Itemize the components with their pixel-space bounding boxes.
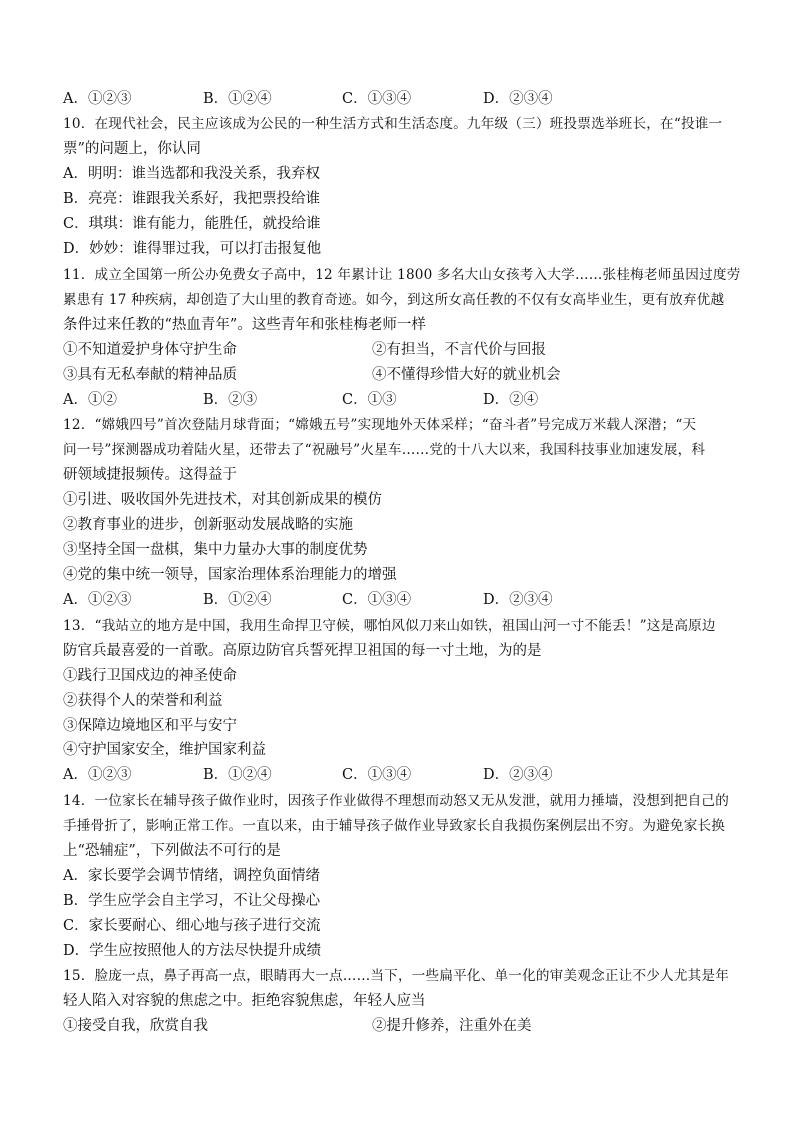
q11-stem-line3: 条件过来任教的“热血青年”。这些青年和张桂梅老师一样 [63,317,426,333]
q9-option-b[interactable]: B．①②④ [203,91,272,107]
q12-option-a[interactable]: A．①②③ [63,592,132,608]
q15-item-2: ②提升修养，注重外在美 [372,1018,532,1034]
q12-item-2: ②教育事业的进步，创新驱动发展战略的实施 [63,517,353,533]
q11-item-1: ①不知道爱护身体守护生命 [63,342,237,358]
q13-stem-line2: 防官兵最喜爱的一首歌。高原边防官兵誓死捍卫祖国的每一寸土地，为的是 [63,643,542,659]
q11-stem-line1: 11．成立全国第一所公办免费女子高中，12 年累计让 1800 多名大山女孩考入大学……张桂梅老师虽因过度劳 [63,267,741,283]
q14-option-a[interactable]: A．家长要学会调节情绪，调控负面情绪 [63,868,320,884]
q9-answer-options [63,89,753,109]
q14-option-c[interactable]: C．家长要耐心、细心地与孩子进行交流 [63,918,321,934]
q11-item-3: ③具有无私奉献的精神品质 [63,367,237,383]
q14-stem-line3: 上“恐辅症”，下列做法不可行的是 [63,843,281,859]
q11-option-c[interactable]: C．①③ [342,392,397,408]
q15-stem-line2: 轻人陷入对容貌的焦虑之中。拒绝容貌焦虑，年轻人应当 [63,993,426,1009]
q12-stem-line2: 问一号”探测器成功着陆火星，还带去了“祝融号”火星车……党的十八大以来，我国科技事业加速发展，科 [63,442,706,458]
q10-option-a[interactable]: A．明明：谁当选都和我没关系，我弃权 [63,166,320,182]
q10-option-d[interactable]: D．妙妙：谁得罪过我，可以打击报复他 [63,241,322,257]
q11-answer-options [63,390,753,410]
q10-option-c[interactable]: C．琪琪：谁有能力，能胜任，就投给谁 [63,216,321,232]
q13-option-d[interactable]: D．②③④ [483,767,553,783]
q13-stem-line1: 13．“我站立的地方是中国，我用生命捍卫守候，哪怕风似刀来山如铁，祖国山河一寸不能丢！”这是高原边 [63,618,716,634]
q11-stem-line2: 累患有 17 种疾病，却创造了大山里的教育奇迹。如今，到这所女高任教的不仅有女高毕业生，更有放弃优越 [63,292,725,308]
q11-item-4: ④不懂得珍惜大好的就业机会 [372,367,561,383]
q12-item-3: ③坚持全国一盘棋，集中力量办大事的制度优势 [63,542,368,558]
q13-item-1: ①践行卫国戍边的神圣使命 [63,668,237,684]
q12-stem-line1: 12．“嫦娥四号”首次登陆月球背面；“嫦娥五号”实现地外天体采样；“奋斗者”号完成万米载人深潜；“天 [63,417,697,433]
q14-option-d[interactable]: D．学生应按照他人的方法尽快提升成绩 [63,943,322,959]
q10-stem-line2: 票”的问题上，你认同 [63,141,201,157]
q9-option-d[interactable]: D．②③④ [483,91,553,107]
q13-item-2: ②获得个人的荣誉和利益 [63,693,223,709]
q13-answer-options [63,765,753,785]
q12-answer-options [63,590,753,610]
q15-stem-line1: 15．脸庞一点，鼻子再高一点，眼睛再大一点……当下，一些扁平化、单一化的审美观念正让不少人尤其是年 [63,968,730,984]
q12-item-1: ①引进、吸收国外先进技术，对其创新成果的模仿 [63,492,382,508]
q9-option-c[interactable]: C．①③④ [342,91,412,107]
q14-stem-line2: 手捶骨折了，影响正常工作。一直以来，由于辅导孩子做作业导致家长自我损伤案例层出不穷。为避免家长换 [63,818,726,834]
q10-stem-line1: 10．在现代社会，民主应该成为公民的一种生活方式和生活态度。九年级（三）班投票选举班长，在“投谁一 [63,116,723,132]
q11-items-row1 [63,340,753,360]
q12-option-c[interactable]: C．①③④ [342,592,412,608]
q15-items-row1 [63,1016,753,1036]
q13-item-3: ③保障边境地区和平与安宁 [63,718,237,734]
q12-option-b[interactable]: B．①②④ [203,592,272,608]
q12-item-4: ④党的集中统一领导，国家治理体系治理能力的增强 [63,567,397,583]
q13-option-b[interactable]: B．①②④ [203,767,272,783]
q13-item-4: ④守护国家安全，维护国家利益 [63,742,266,758]
q14-stem-line1: 14．一位家长在辅导孩子做作业时，因孩子作业做得不理想而动怒又无从发泄，就用力捶墙，没想到把自己的 [63,793,729,809]
q10-option-b[interactable]: B．亮亮：谁跟我关系好，我把票投给谁 [63,191,321,207]
q11-option-a[interactable]: A．①② [63,392,117,408]
q11-item-2: ②有担当，不言代价与回报 [372,342,546,358]
q14-option-b[interactable]: B．学生应学会自主学习，不让父母操心 [63,893,321,909]
q15-item-1: ①接受自我，欣赏自我 [63,1018,208,1034]
q11-option-b[interactable]: B．②③ [203,392,258,408]
q12-option-d[interactable]: D．②③④ [483,592,553,608]
q11-items-row2 [63,365,753,385]
q9-option-a[interactable]: A．①②③ [63,91,132,107]
q13-option-a[interactable]: A．①②③ [63,767,132,783]
q12-stem-line3: 研领域捷报频传。这得益于 [63,467,237,483]
q11-option-d[interactable]: D．②④ [483,392,539,408]
q13-option-c[interactable]: C．①③④ [342,767,412,783]
